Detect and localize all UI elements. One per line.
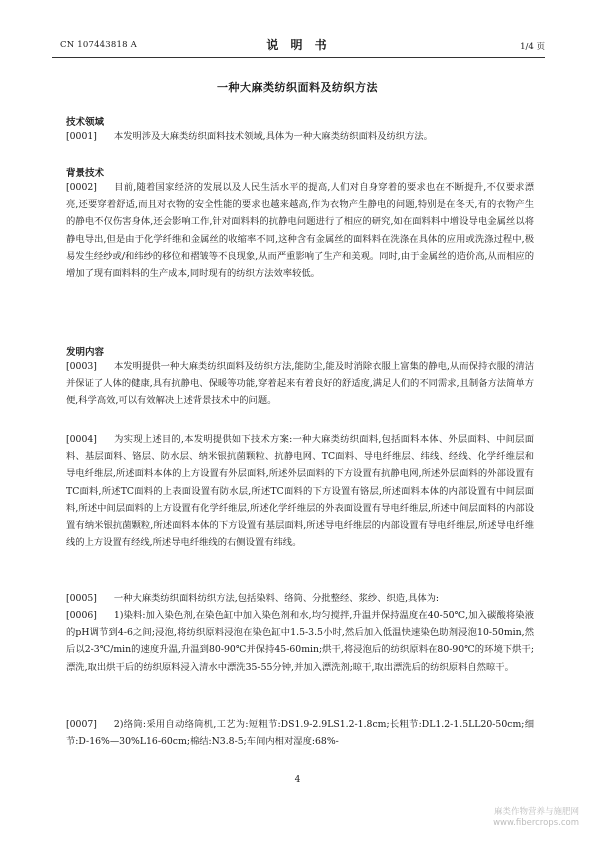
page-indicator: 1/4 页	[520, 42, 545, 52]
document-type: 说 明 书	[266, 38, 331, 52]
site-watermark	[493, 807, 579, 829]
paragraph-text: 2)络筒:采用自动络筒机,工艺为:短粗节:DS1.9-2.9LS1.2-1.8cm;长粗节:DL1.2-1.5LL20-50cm;细节:D-16%—30%L16-60cm;棉结:N3.8-5;车间内相对湿度:68%-	[66, 719, 534, 748]
paragraph-text: 目前,随着国家经济的发展以及人民生活水平的提高,人们对自身穿着的要求也在不断提升,不仅要求漂亮,还要穿着舒适,而且对衣物的安全性能的要求也越来越高,作为衣物产生静电的问题,特别是在冬天,有的衣物产生的静电不仅伤害身体,还会影响工作,针对面料料的抗静电问题进行了相应的研究,如在面料料中增设导电金属丝以将静电导出,但是由于化学纤维和金属丝的收缩率不同,这种含有金属丝的面料料在洗涤在具体的应用或洗涤过程中,极易发生经纱或/和纬纱的移位和褶皱等不良现象,从而严重影响了生产和美观。同时,由于金属丝的造价高,从而相应的增加了现有面料料的生产成本,同时现有的纺织方法效率较低。	[66, 182, 534, 280]
page-header	[52, 38, 545, 54]
paragraph-number: [0002]	[66, 182, 97, 193]
section-heading-invention: 发明内容	[66, 347, 105, 358]
paragraph-0006	[66, 607, 534, 676]
paragraph-0007	[66, 716, 534, 750]
paragraph-number: [0007]	[66, 719, 97, 730]
paragraph-number: [0005]	[66, 593, 97, 604]
paragraph-text: 一种大麻类纺织面料纺织方法,包括染料、络筒、分批整经、浆纱、织造,具体为:	[113, 593, 440, 604]
document-title: 一种大麻类纺织面料及纺织方法	[217, 81, 378, 94]
paragraph-number: [0001]	[66, 131, 97, 142]
paragraph-0002	[66, 179, 534, 282]
paragraph-number: [0003]	[66, 361, 97, 372]
section-heading-background: 背景技术	[66, 168, 105, 179]
paragraph-number: [0004]	[66, 434, 97, 445]
paragraph-text: 1)染料:加入染色剂,在染色缸中加入染色剂和水,均匀搅拌,升温并保持温度在40-50℃,加入碳酸将染液的pH调节到4-6之间;浸泡,将纺织原料浸泡在染色缸中1.5-3.5小时,然后加入低温快速染色助剂浸泡10-50min,然后以2-3℃/min的速度升温,升温到80-90℃并保持45-60min;烘干,将浸泡后的纺织原料在80-90℃的环境下烘干;漂洗,取出烘干后的纺织原料浸入清水中漂洗35-55分钟,并加入漂洗剂;晾干,取出漂洗后的纺织原料自然晾干。	[66, 610, 534, 673]
page-number: 4	[294, 775, 301, 785]
header-divider	[52, 57, 545, 58]
paragraph-0004	[66, 431, 534, 551]
paragraph-text: 本发明涉及大麻类纺织面料技术领域,具体为一种大麻类纺织面料及纺织方法。	[113, 131, 433, 142]
patent-number: CN 107443818 A	[60, 40, 137, 50]
paragraph-number: [0006]	[66, 610, 97, 621]
paragraph-0003	[66, 358, 534, 410]
section-heading-tech-field: 技术领域	[66, 117, 105, 128]
paragraph-text: 本发明提供一种大麻类纺织面料及纺织方法,能防尘,能及时消除衣服上富集的静电,从而保持衣服的清洁并保证了人体的健康,具有抗静电、保暖等功能,穿着起来有着良好的舒适度,满足人们的不同需求,且制备方法简单方便,科学高效,可以有效解决上述背景技术中的问题。	[66, 361, 534, 407]
paragraph-0001	[66, 128, 534, 145]
paragraph-text: 为实现上述目的,本发明提供如下技术方案:一种大麻类纺织面料,包括面料本体、外层面料、中间层面料、基层面料、铬层、防水层、纳米银抗菌颗粒、抗静电网、TC面料、导电纤维层、纬线、经线、化学纤维层和导电纤维层,所述面料本体的上方设置有外层面料,所述外层面料的下方设置有抗静电网,所述外层面料的外部设置有TC面料,所述TC面料的上表面设置有防水层,所述TC面料的下方设置有铬层,所述面料本体的内部设置有中间层面料,所述中间层面料的上方设置有化学纤维层,所述化学纤维层的外表面设置有导电纤维层,所述中间层面料的内部设置有纳米银抗菌颗粒,所述面料本体的下方设置有基层面料,所述导电纤维层的内部设置有导电纤维层,所述导电纤维线的上方设置有经线,所述导电纤维线的右侧设置有纬线。	[66, 434, 534, 549]
paragraph-0005	[66, 590, 534, 607]
watermark-title: 麻类作物营养与施肥网	[493, 807, 579, 817]
watermark-url: www.fibercrops.com	[493, 818, 579, 828]
